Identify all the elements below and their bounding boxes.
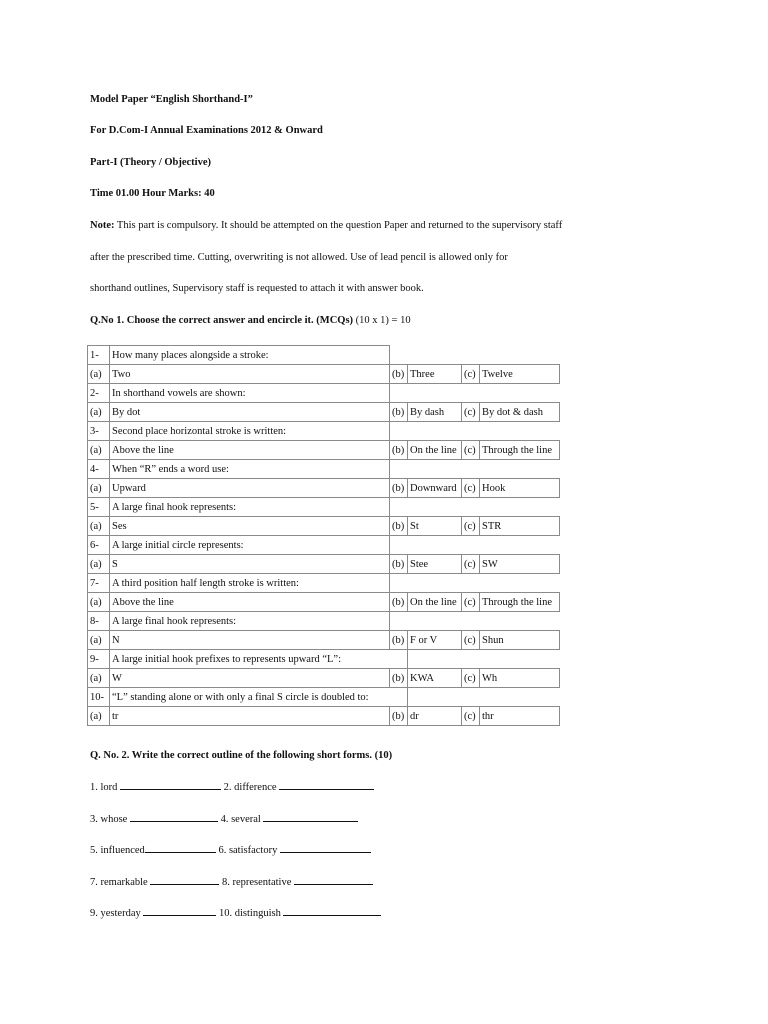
option-a: Two (110, 365, 390, 384)
note-line-3: shorthand outlines, Supervisory staff is requested to attach it with answer book. (90, 283, 424, 294)
option-c: Shun (480, 631, 560, 650)
blank-cell (408, 384, 560, 403)
option-a-label: (a) (88, 479, 110, 498)
short-form-right: 4. several (220, 814, 261, 825)
mcq-table (87, 345, 560, 726)
mcq-question-row (88, 574, 560, 593)
question-number: 5- (88, 498, 110, 517)
mcq-question-row (88, 346, 560, 365)
option-c-label: (c) (462, 479, 480, 498)
question-number: 10- (88, 688, 110, 707)
q2-heading: Q. No. 2. Write the correct outline of the following short forms. (10) (90, 750, 393, 761)
option-c: Through the line (480, 441, 560, 460)
option-a-label: (a) (88, 669, 110, 688)
short-form-row (90, 781, 374, 793)
short-form-row (90, 844, 371, 856)
option-b-label: (b) (390, 707, 408, 726)
option-b: St (408, 517, 462, 536)
short-form-row (90, 907, 381, 919)
blank-cell (390, 422, 408, 441)
option-c-label: (c) (462, 441, 480, 460)
q1-heading (90, 315, 411, 326)
option-a: Above the line (110, 441, 390, 460)
option-b-label: (b) (390, 403, 408, 422)
option-a-label: (a) (88, 365, 110, 384)
question-text: A large initial hook prefixes to represents upward “L”: (110, 650, 408, 669)
option-b-label: (b) (390, 479, 408, 498)
question-number: 3- (88, 422, 110, 441)
mcq-options-row (88, 631, 560, 650)
option-b: Three (408, 365, 462, 384)
blank-cell (408, 422, 560, 441)
option-c-label: (c) (462, 631, 480, 650)
mcq-options-row (88, 403, 560, 422)
question-text: Second place horizontal stroke is written: (110, 422, 390, 441)
option-c: Through the line (480, 593, 560, 612)
time-marks: Time 01.00 Hour Marks: 40 (90, 188, 215, 199)
blank-cell (390, 536, 408, 555)
option-a-label: (a) (88, 555, 110, 574)
blank-cell (390, 612, 408, 631)
answer-blank[interactable] (145, 844, 216, 853)
option-c-label: (c) (462, 403, 480, 422)
option-c-label: (c) (462, 555, 480, 574)
short-form-right: 8. representative (221, 877, 292, 888)
mcq-options-row (88, 517, 560, 536)
answer-blank[interactable] (143, 907, 216, 916)
blank-cell (390, 498, 408, 517)
mcq-question-row (88, 498, 560, 517)
question-number: 1- (88, 346, 110, 365)
question-text: “L” standing alone or with only a final S circle is doubled to: (110, 688, 408, 707)
mcq-question-row (88, 650, 560, 669)
answer-blank[interactable] (263, 813, 358, 822)
mcq-options-row (88, 441, 560, 460)
short-form-right: 10. distinguish (218, 908, 281, 919)
question-text: A third position half length stroke is written: (110, 574, 390, 593)
question-text: A large final hook represents: (110, 498, 390, 517)
short-form-left: 5. influenced (90, 845, 145, 856)
blank-cell (408, 574, 560, 593)
answer-blank[interactable] (120, 781, 221, 790)
short-form-left: 1. lord (90, 782, 118, 793)
option-a-label: (a) (88, 441, 110, 460)
q1-marks: (10 x 1) = 10 (353, 315, 411, 326)
option-a: tr (110, 707, 390, 726)
option-b: On the line (408, 593, 462, 612)
option-c: Wh (480, 669, 560, 688)
exam-subtitle: For D.Com-I Annual Examinations 2012 & Onward (90, 125, 323, 136)
question-number: 2- (88, 384, 110, 403)
question-text: In shorthand vowels are shown: (110, 384, 390, 403)
blank-cell (390, 384, 408, 403)
option-b: On the line (408, 441, 462, 460)
blank-cell (408, 650, 560, 669)
blank-cell (390, 460, 408, 479)
answer-blank[interactable] (130, 813, 218, 822)
short-form-left: 9. yesterday (90, 908, 141, 919)
option-c: By dot & dash (480, 403, 560, 422)
mcq-question-row (88, 460, 560, 479)
blank-cell (408, 612, 560, 631)
blank-cell (408, 346, 560, 365)
question-number: 9- (88, 650, 110, 669)
answer-blank[interactable] (280, 844, 371, 853)
mcq-table-body (88, 346, 560, 726)
answer-blank[interactable] (294, 876, 373, 885)
question-number: 6- (88, 536, 110, 555)
option-a: Ses (110, 517, 390, 536)
option-b: KWA (408, 669, 462, 688)
option-b: F or V (408, 631, 462, 650)
question-number: 7- (88, 574, 110, 593)
question-number: 4- (88, 460, 110, 479)
short-form-row (90, 813, 358, 825)
mcq-options-row (88, 669, 560, 688)
q1-heading-text: Q.No 1. Choose the correct answer and encircle it. (MCQs) (90, 315, 354, 326)
mcq-options-row (88, 555, 560, 574)
blank-cell (390, 346, 408, 365)
question-text: A large initial circle represents: (110, 536, 390, 555)
short-form-left: 3. whose (90, 814, 128, 825)
option-a-label: (a) (88, 707, 110, 726)
option-b-label: (b) (390, 365, 408, 384)
option-b-label: (b) (390, 631, 408, 650)
mcq-options-row (88, 707, 560, 726)
option-c-label: (c) (462, 669, 480, 688)
option-a: S (110, 555, 390, 574)
option-c: thr (480, 707, 560, 726)
mcq-question-row (88, 384, 560, 403)
mcq-options-row (88, 593, 560, 612)
blank-cell (390, 574, 408, 593)
answer-blank[interactable] (283, 907, 381, 916)
option-a-label: (a) (88, 517, 110, 536)
note-line-2: after the prescribed time. Cutting, overwriting is not allowed. Use of lead pencil is allowed only for (90, 252, 508, 263)
option-c-label: (c) (462, 365, 480, 384)
option-b: Downward (408, 479, 462, 498)
option-c: SW (480, 555, 560, 574)
option-b-label: (b) (390, 441, 408, 460)
blank-cell (408, 498, 560, 517)
option-a-label: (a) (88, 403, 110, 422)
answer-blank[interactable] (150, 876, 219, 885)
option-b-label: (b) (390, 669, 408, 688)
option-c: STR (480, 517, 560, 536)
question-text: A large final hook represents: (110, 612, 390, 631)
note-line-1 (90, 220, 562, 231)
short-form-right: 6. satisfactory (218, 845, 278, 856)
option-b-label: (b) (390, 517, 408, 536)
short-form-right: 2. difference (223, 782, 277, 793)
option-b-label: (b) (390, 555, 408, 574)
option-a: Upward (110, 479, 390, 498)
note-label: Note: (90, 220, 115, 231)
option-a-label: (a) (88, 593, 110, 612)
option-c-label: (c) (462, 593, 480, 612)
part-heading: Part-I (Theory / Objective) (90, 157, 212, 168)
option-c: Hook (480, 479, 560, 498)
option-b: Stee (408, 555, 462, 574)
option-a-label: (a) (88, 631, 110, 650)
option-a: Above the line (110, 593, 390, 612)
option-b: dr (408, 707, 462, 726)
mcq-question-row (88, 688, 560, 707)
mcq-options-row (88, 365, 560, 384)
mcq-options-row (88, 479, 560, 498)
blank-cell (408, 688, 560, 707)
question-number: 8- (88, 612, 110, 631)
option-b: By dash (408, 403, 462, 422)
short-form-row (90, 876, 373, 888)
question-text: How many places alongside a stroke: (110, 346, 390, 365)
blank-cell (408, 460, 560, 479)
question-text: When “R” ends a word use: (110, 460, 390, 479)
blank-cell (408, 536, 560, 555)
option-a: W (110, 669, 390, 688)
note-text-1: This part is compulsory. It should be attempted on the question Paper and returned to the supervisory staff (114, 220, 563, 231)
mcq-question-row (88, 612, 560, 631)
option-a: N (110, 631, 390, 650)
option-b-label: (b) (390, 593, 408, 612)
option-a: By dot (110, 403, 390, 422)
mcq-question-row (88, 422, 560, 441)
answer-blank[interactable] (279, 781, 374, 790)
option-c: Twelve (480, 365, 560, 384)
option-c-label: (c) (462, 707, 480, 726)
option-c-label: (c) (462, 517, 480, 536)
mcq-question-row (88, 536, 560, 555)
short-form-left: 7. remarkable (90, 877, 148, 888)
paper-title: Model Paper “English Shorthand-I” (90, 94, 253, 105)
